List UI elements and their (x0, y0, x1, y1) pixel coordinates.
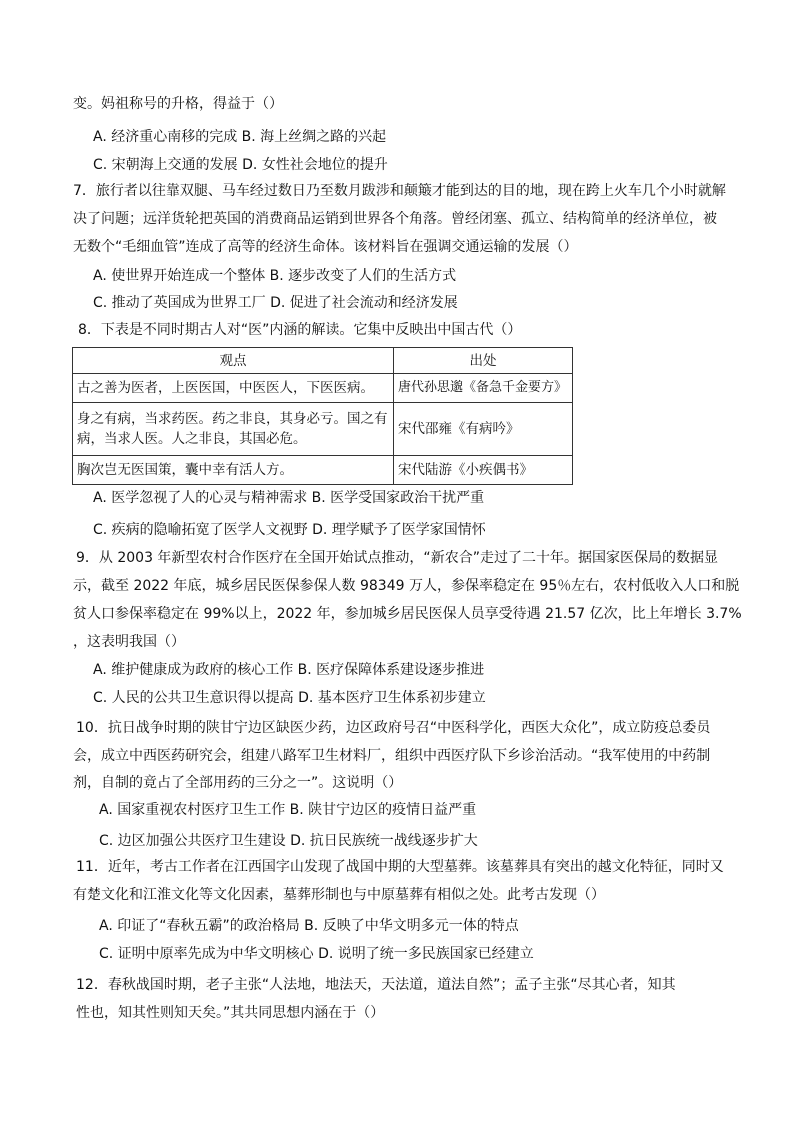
option-line: A. 国家重视农村医疗卫生工作 B. 陕甘宁边区的疫情日益严重 (99, 802, 477, 818)
question-text: 9．从 2003 年新型农村合作医疗在全国开始试点推动，“新农合”走过了二十年。据国家医保局的数据显 (76, 550, 718, 566)
question-text: 8．下表是不同时期古人对“医”内涵的解读。它集中反映出中国古代（） (78, 322, 522, 338)
question-text: 无数个“毛细血管”连成了高等的经济生命体。该材料旨在强调交通运输的发展（） (73, 239, 578, 255)
option-line: C. 疾病的隐喻拓宽了医学人文视野 D. 理学赋予了医学家国情怀 (93, 522, 486, 538)
option-line: A. 印证了“春秋五霸”的政治格局 B. 反映了中华文明多元一体的特点 (99, 918, 519, 934)
question-text: 12．春秋战国时期，老子主张“人法地，地法天，天法道，道法自然”；孟子主张“尽其心者，知其 (76, 977, 676, 993)
option-line: A. 使世界开始连成一个整体 B. 逐步改变了人们的生活方式 (93, 268, 457, 284)
table-cell-source: 宋代邵雍《有病吟》 (394, 403, 573, 456)
interpretation-table (72, 347, 573, 485)
question-text: 性也，知其性则知天矣。”其共同思想内涵在于（） (76, 1005, 385, 1021)
table-row (73, 403, 573, 456)
question-text: 贫人口参保率稳定在 99%以上，2022 年，参加城乡居民医保人员享受待遇 21.57 亿次，比上年增长 3.7% (73, 606, 742, 622)
option-line: C. 宋朝海上交通的发展 D. 女性社会地位的提升 (93, 157, 388, 173)
table-cell-view: 胸次岂无医国策，囊中幸有活人方。 (73, 456, 394, 485)
option-line: C. 证明中原率先成为中华文明核心 D. 说明了统一多民族国家已经建立 (99, 946, 534, 962)
table-row (73, 374, 573, 403)
question-text: ，这表明我国（） (73, 634, 185, 650)
option-line: C. 边区加强公共医疗卫生建设 D. 抗日民族统一战线逐步扩大 (99, 833, 478, 849)
question-text: 会，成立中西医药研究会，组建八路军卫生材料厂，组织中西医疗队下乡诊治活动。“我军使用的中药制 (73, 748, 711, 764)
table-cell-source: 宋代陆游《小疾偶书》 (394, 456, 573, 485)
option-line: A. 维护健康成为政府的核心工作 B. 医疗保障体系建设逐步推进 (93, 662, 485, 678)
question-text: 有楚文化和江淮文化等文化因素，墓葬形制也与中原墓葬有相似之处。此考古发现（） (73, 887, 605, 903)
table-header-view: 观点 (73, 348, 394, 374)
question-text: 7．旅行者以往靠双腿、马车经过数日乃至数月跋涉和颠簸才能到达的目的地，现在跨上火车几个小时就解 (73, 183, 726, 199)
option-line: C. 推动了英国成为世界工厂 D. 促进了社会流动和经济发展 (93, 295, 458, 311)
option-line: A. 经济重心南移的完成 B. 海上丝绸之路的兴起 (93, 129, 387, 145)
question-text: 决了问题；远洋货轮把英国的消费商品运销到世界各个角落。曾经闭塞、孤立、结构简单的经济单位，被 (73, 211, 717, 227)
question-text: 剂，自制的竟占了全部用药的三分之一”。这说明（） (73, 775, 403, 791)
table-header-source: 出处 (394, 348, 573, 374)
table-cell-view: 古之善为医者，上医医国，中医医人，下医医病。 (73, 374, 394, 403)
table-header-row (73, 348, 573, 374)
line-0: 变。妈祖称号的升格，得益于（） (73, 96, 283, 112)
option-line: A. 医学忽视了人的心灵与精神需求 B. 医学受国家政治干扰严重 (93, 490, 485, 506)
option-line: C. 人民的公共卫生意识得以提高 D. 基本医疗卫生体系初步建立 (93, 690, 486, 706)
table-cell-view: 身之有病，当求药医。药之非良，其身必亏。国之有病，当求人医。人之非良，其国必危。 (73, 403, 394, 456)
question-text: 示，截至 2022 年底，城乡居民医保参保人数 98349 万人，参保率稳定在 95％左右，农村低收入人口和脱 (73, 578, 740, 594)
table-cell-source: 唐代孙思邈《备急千金要方》 (394, 374, 573, 403)
question-text: 11．近年，考古工作者在江西国字山发现了战国中期的大型墓葬。该墓葬具有突出的越文化特征，同时又 (76, 859, 724, 875)
table-row (73, 456, 573, 485)
question-text: 10．抗日战争时期的陕甘宁边区缺医少药，边区政府号召“中医科学化，西医大众化”，成立防疫总委员 (76, 720, 711, 736)
